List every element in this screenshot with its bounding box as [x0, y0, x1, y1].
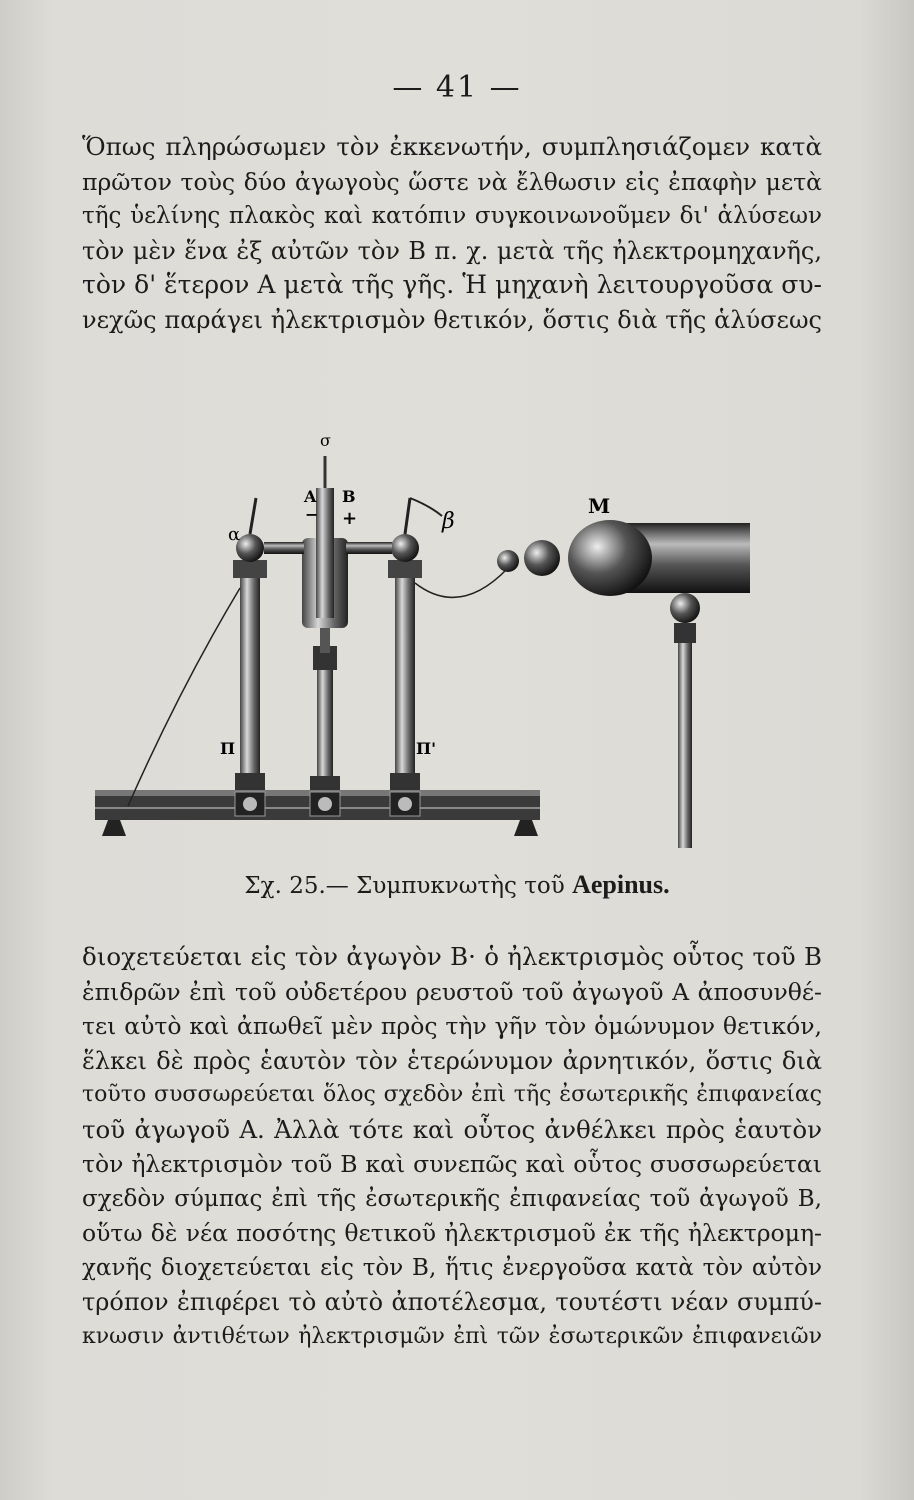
- paragraph-top: [82, 130, 822, 337]
- label-beta: β: [442, 509, 455, 534]
- text-line: τὸν μὲν ἕνα ἐξ αὐτῶν τὸν Β π. χ. μετὰ τῆς ἠλεκτρομηχανῆς,: [82, 236, 822, 265]
- label-alpha: α: [228, 524, 241, 545]
- label-plus: +: [342, 508, 358, 529]
- label-sigma: σ: [320, 431, 331, 450]
- text-line: τρόπον ἐπιφέρει τὸ αὐτὸ ἀποτέλεσμα, τουτέστι νέαν συμπύ-: [82, 1288, 822, 1316]
- label-M: Μ: [588, 494, 611, 518]
- machine-chain: [415, 568, 508, 597]
- base-bench: [95, 790, 540, 836]
- label-B: Β: [342, 487, 356, 506]
- label-pi-right: Π': [416, 739, 437, 758]
- text-line: χανῆς διοχετεύεται εἰς τὸν Β, ἥτις ἐνεργοῦσα κατὰ τὸν αὐτὸν: [82, 1254, 822, 1281]
- caption-number: Σχ. 25.—: [244, 873, 349, 899]
- text-line: ἕλκει δὲ πρὸς ἑαυτὸν τὸν ἑτερώνυμον ἀρνητικόν, ὅστις διὰ: [82, 1046, 822, 1075]
- label-pi-left: Π: [220, 739, 236, 758]
- caption-text: Συμπυκνωτὴς τοῦ: [356, 873, 565, 899]
- text-line: σχεδὸν σύμπας ἐπὶ τῆς ἐσωτερικῆς ἐπιφανείας τοῦ ἀγωγοῦ Β,: [82, 1185, 822, 1212]
- label-minus: −: [305, 505, 319, 524]
- text-line: τὸν ἠλεκτρισμὸν τοῦ Β καὶ συνεπῶς καὶ οὗτος συσσωρεύεται: [82, 1150, 822, 1178]
- text-line: νεχῶς παράγει ἠλεκτρισμὸν θετικόν, ὅστις διὰ τῆς ἁλύσεως: [82, 305, 822, 334]
- text-line: τοῦ ἀγωγοῦ Α. Ἀλλὰ τότε καὶ οὗτος ἀνθέλκει πρὸς ἑαυτὸν: [82, 1114, 822, 1144]
- rod-b: [346, 542, 392, 554]
- text-line: τῆς ὑελίνης πλακὸς καὶ κατόπιν συγκοινωνοῦμεν δι' ἁλύσεων: [82, 203, 822, 229]
- text-line: οὕτω δὲ νέα ποσότης θετικοῦ ἠλεκτρισμοῦ ἐκ τῆς ἠλεκτρομη-: [82, 1219, 822, 1247]
- earth-chain: [128, 588, 240, 806]
- figure-caption: [0, 870, 914, 900]
- paragraph-bottom: [82, 940, 822, 1354]
- text-line: διοχετεύεται εἰς τὸν ἀγωγὸν Β· ὁ ἠλεκτρισμὸς οὗτος τοῦ Β: [82, 942, 822, 971]
- text-line: Ὅπως πληρώσωμεν τὸν ἐκκενωτήν, συμπλησιάζομεν κατὰ: [82, 132, 822, 161]
- aepinus-condenser-figure: [80, 428, 770, 858]
- condenser-illustration: [80, 428, 770, 858]
- text-line: τει αὐτὸ καὶ ἀπωθεῖ μὲν πρὸς τὴν γῆν τὸν ὁμώνυμον θετικόν,: [82, 1012, 822, 1040]
- text-line: ἐπιδρῶν ἐπὶ τοῦ οὐδετέρου ρευστοῦ τοῦ ἀγωγοῦ Α ἀποσυνθέ-: [82, 977, 822, 1006]
- rod-a: [264, 542, 304, 554]
- text-line: τοῦτο συσσωρεύεται ὅλος σχεδὸν ἐπὶ τῆς ἐσωτερικῆς ἐπιφανείας: [82, 1082, 822, 1107]
- label-A: Α: [304, 487, 317, 506]
- page-number: — 41 —: [392, 70, 522, 105]
- text-line: πρῶτον τοὺς δύο ἀγωγοὺς ὥστε νὰ ἔλθωσιν εἰς ἐπαφὴν μετὰ: [82, 167, 822, 196]
- text-line: κνωσιν ἀντιθέτων ἠλεκτρισμῶν ἐπὶ τῶν ἐσωτερικῶν ἐπιφανειῶν: [82, 1323, 822, 1349]
- caption-name: Aepinus.: [572, 870, 670, 899]
- text-line: τὸν δ' ἕτερον Α μετὰ τῆς γῆς. Ἡ μηχανὴ λειτουργοῦσα συ-: [82, 270, 822, 299]
